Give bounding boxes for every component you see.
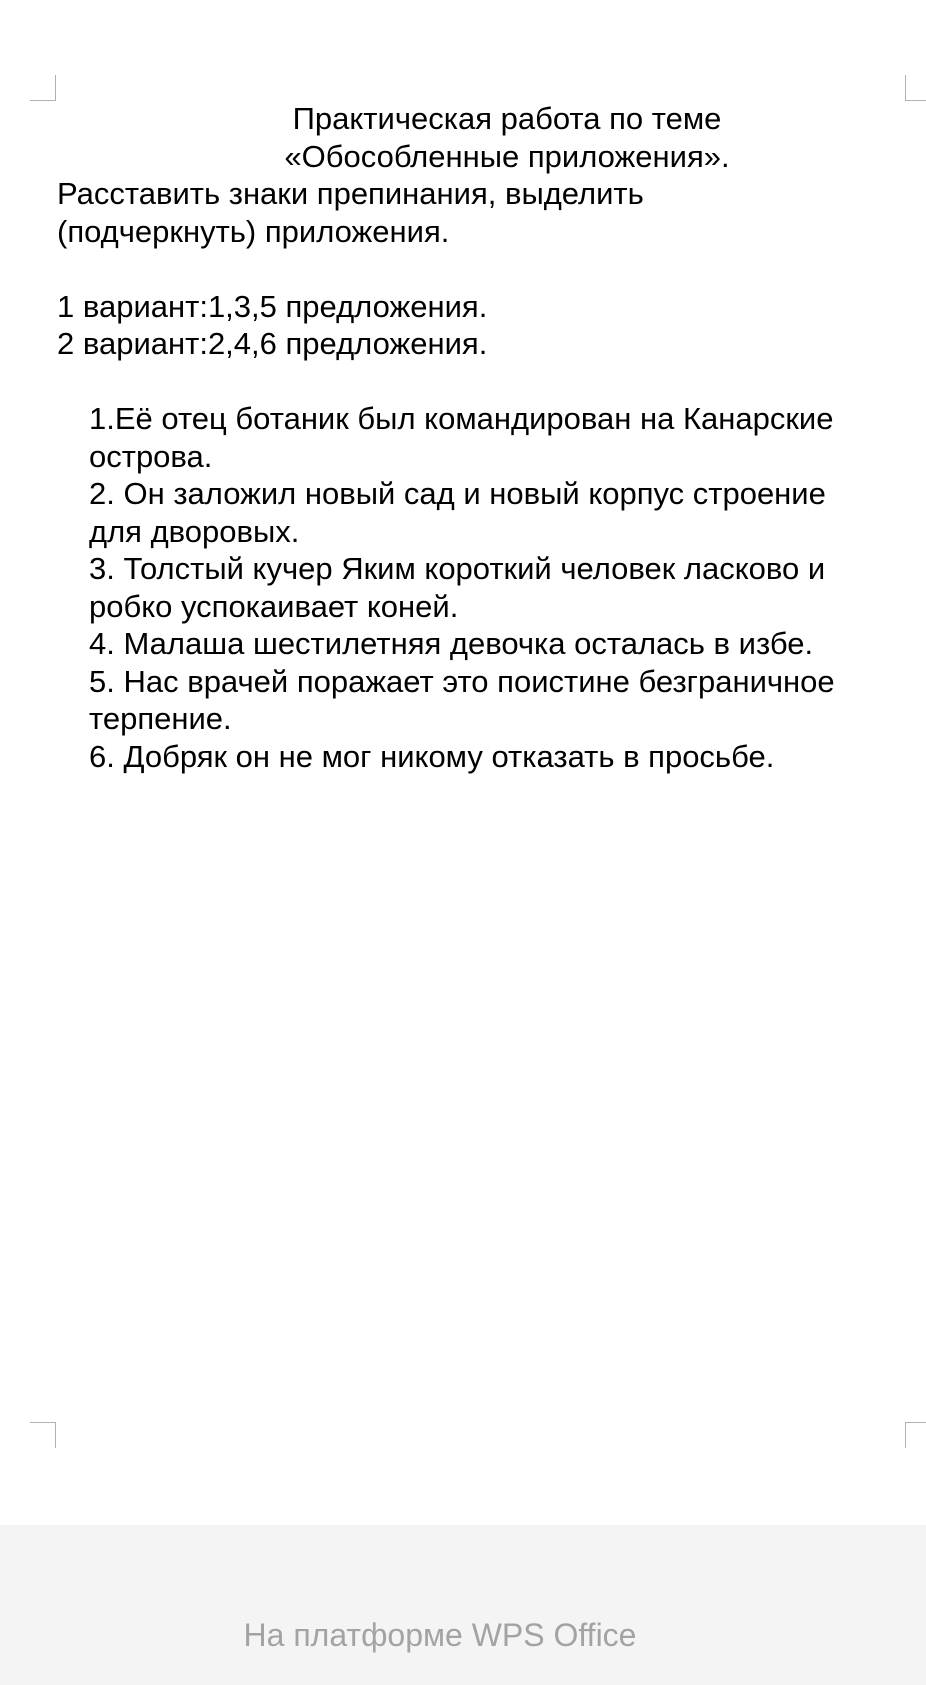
- list-item-text: Он заложил новый сад и новый корпус строение: [123, 476, 826, 511]
- platform-footer-text: На платформе WPS Office: [243, 1617, 637, 1653]
- list-item: [89, 663, 907, 738]
- list-item-number: 4.: [89, 626, 115, 661]
- list-item-number: 5.: [89, 663, 115, 699]
- list-item: [89, 475, 907, 550]
- document-title-line-2: «Обособленные приложения».: [284, 138, 730, 174]
- document-title-line-1: Практическая работа по теме: [292, 101, 722, 136]
- list-item-number: 1.: [89, 401, 115, 436]
- list-item-number: 6.: [89, 738, 115, 774]
- list-item-text: Малаша шестилетняя девочка осталась в избе.: [123, 626, 814, 661]
- variant-2-line: 2 вариант:2,4,6 предложения.: [57, 326, 488, 361]
- list-item: [89, 625, 907, 663]
- list-item: [89, 738, 907, 776]
- sentence-list: [89, 400, 907, 775]
- list-item-text-continued: острова.: [89, 438, 213, 474]
- page-corner-mark-top-left: [30, 75, 56, 101]
- list-item-text: Нас врачей поражает это поистине безграничное: [123, 663, 835, 699]
- list-item-text-continued: терпение.: [89, 701, 232, 736]
- task-instruction-line-1: Расставить знаки препинания, выделить: [57, 176, 644, 211]
- page-corner-mark-bottom-left: [30, 1422, 56, 1448]
- list-item: [89, 550, 907, 625]
- page-corner-mark-bottom-right: [905, 1422, 926, 1448]
- page-corner-mark-top-right: [905, 75, 926, 101]
- task-instruction-line-2: (подчеркнуть) приложения.: [57, 213, 450, 249]
- list-item-number: 2.: [89, 476, 115, 511]
- list-item-text-continued: для дворовых.: [89, 513, 300, 549]
- list-item-text: Её отец ботаник был командирован на Канарские: [114, 401, 834, 436]
- list-item-text: Толстый кучер Яким короткий человек ласково и: [123, 551, 826, 586]
- list-item: [89, 400, 907, 475]
- list-item-number: 3.: [89, 551, 115, 586]
- list-item-text: Добряк он не мог никому отказать в просьбе.: [123, 738, 775, 774]
- document-body: [57, 100, 907, 775]
- blank-line: [57, 250, 907, 288]
- blank-line: [57, 363, 907, 401]
- platform-footer: [0, 1525, 926, 1685]
- list-item-text-continued: робко успокаивает коней.: [89, 588, 459, 624]
- variant-1-line: 1 вариант:1,3,5 предложения.: [57, 288, 488, 324]
